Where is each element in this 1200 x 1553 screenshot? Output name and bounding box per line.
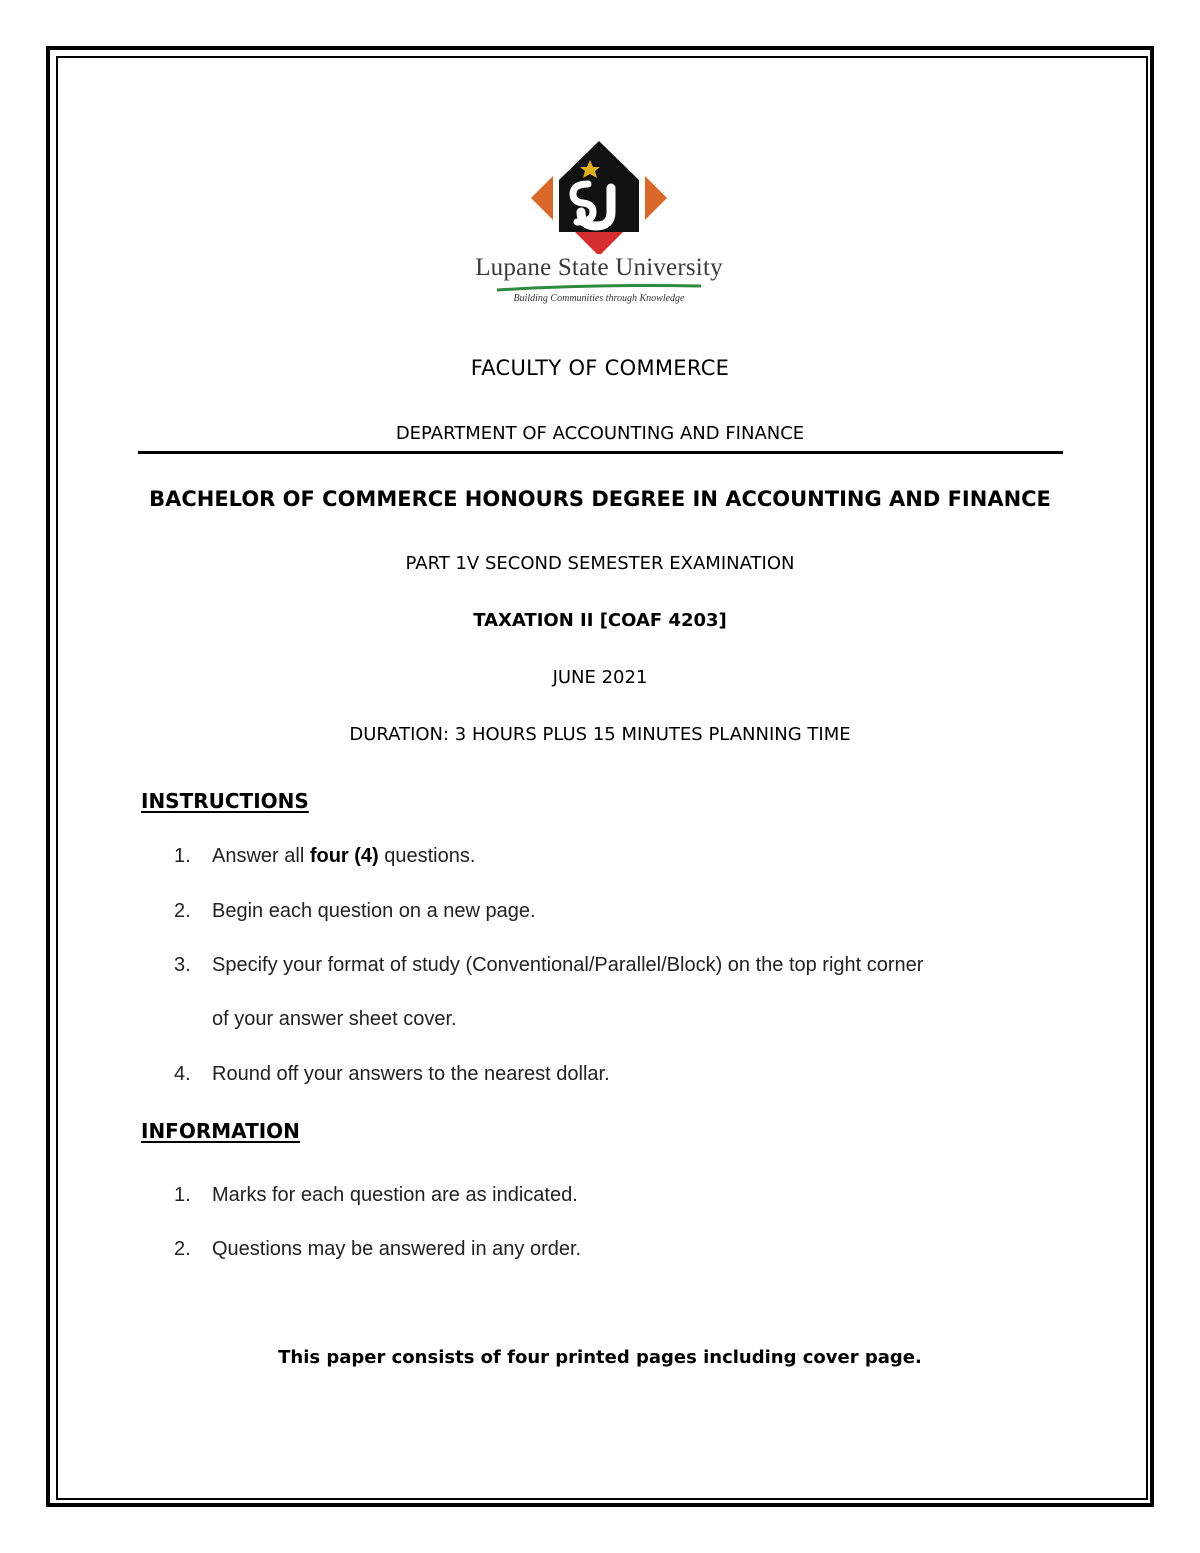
university-emblem-icon [449, 138, 749, 254]
instructions-heading: INSTRUCTIONS [141, 789, 309, 813]
item-number: 2. [174, 1238, 191, 1260]
item-number: 4. [174, 1063, 191, 1085]
item-text: questions. [378, 845, 476, 867]
instruction-item-continuation: of your answer sheet cover. [212, 1008, 457, 1030]
item-text: Round off your answers to the nearest dollar. [212, 1063, 610, 1085]
item-number: 1. [174, 1184, 191, 1206]
information-item [174, 1184, 578, 1207]
page-count-note: This paper consists of four printed pages including cover page. [278, 1347, 922, 1368]
item-number: 1. [174, 845, 191, 867]
exam-duration: DURATION: 3 HOURS PLUS 15 MINUTES PLANNING TIME [349, 724, 851, 745]
instruction-item [174, 1063, 610, 1086]
item-text: Marks for each question are as indicated. [212, 1184, 578, 1206]
department-title: DEPARTMENT OF ACCOUNTING AND FINANCE [395, 423, 805, 444]
degree-title: BACHELOR OF COMMERCE HONOURS DEGREE IN ACCOUNTING AND FINANCE [149, 487, 1051, 511]
course-title: TAXATION II [COAF 4203] [473, 610, 727, 631]
university-tagline: Building Communities through Knowledge [513, 293, 685, 304]
green-swoosh-icon [495, 284, 703, 292]
faculty-title: FACULTY OF COMMERCE [470, 356, 730, 380]
university-logo [449, 138, 749, 313]
item-text: Answer all [212, 845, 310, 867]
item-text: Questions may be answered in any order. [212, 1238, 582, 1260]
item-number: 2. [174, 900, 191, 922]
university-name: Lupane State University [475, 254, 723, 281]
exam-semester: PART 1V SECOND SEMESTER EXAMINATION [405, 553, 795, 574]
information-heading: INFORMATION [141, 1119, 300, 1143]
item-text: Begin each question on a new page. [212, 900, 536, 922]
exam-date: JUNE 2021 [552, 667, 648, 688]
information-item [174, 1238, 581, 1261]
item-text: Specify your format of study (Conventional/Parallel/Block) on the top right corner [212, 954, 924, 976]
instruction-item [174, 954, 923, 977]
instruction-item [174, 900, 536, 923]
header-divider [138, 451, 1063, 454]
item-emphasis: four (4) [309, 845, 379, 867]
item-number: 3. [174, 954, 191, 976]
instruction-item [174, 845, 475, 868]
